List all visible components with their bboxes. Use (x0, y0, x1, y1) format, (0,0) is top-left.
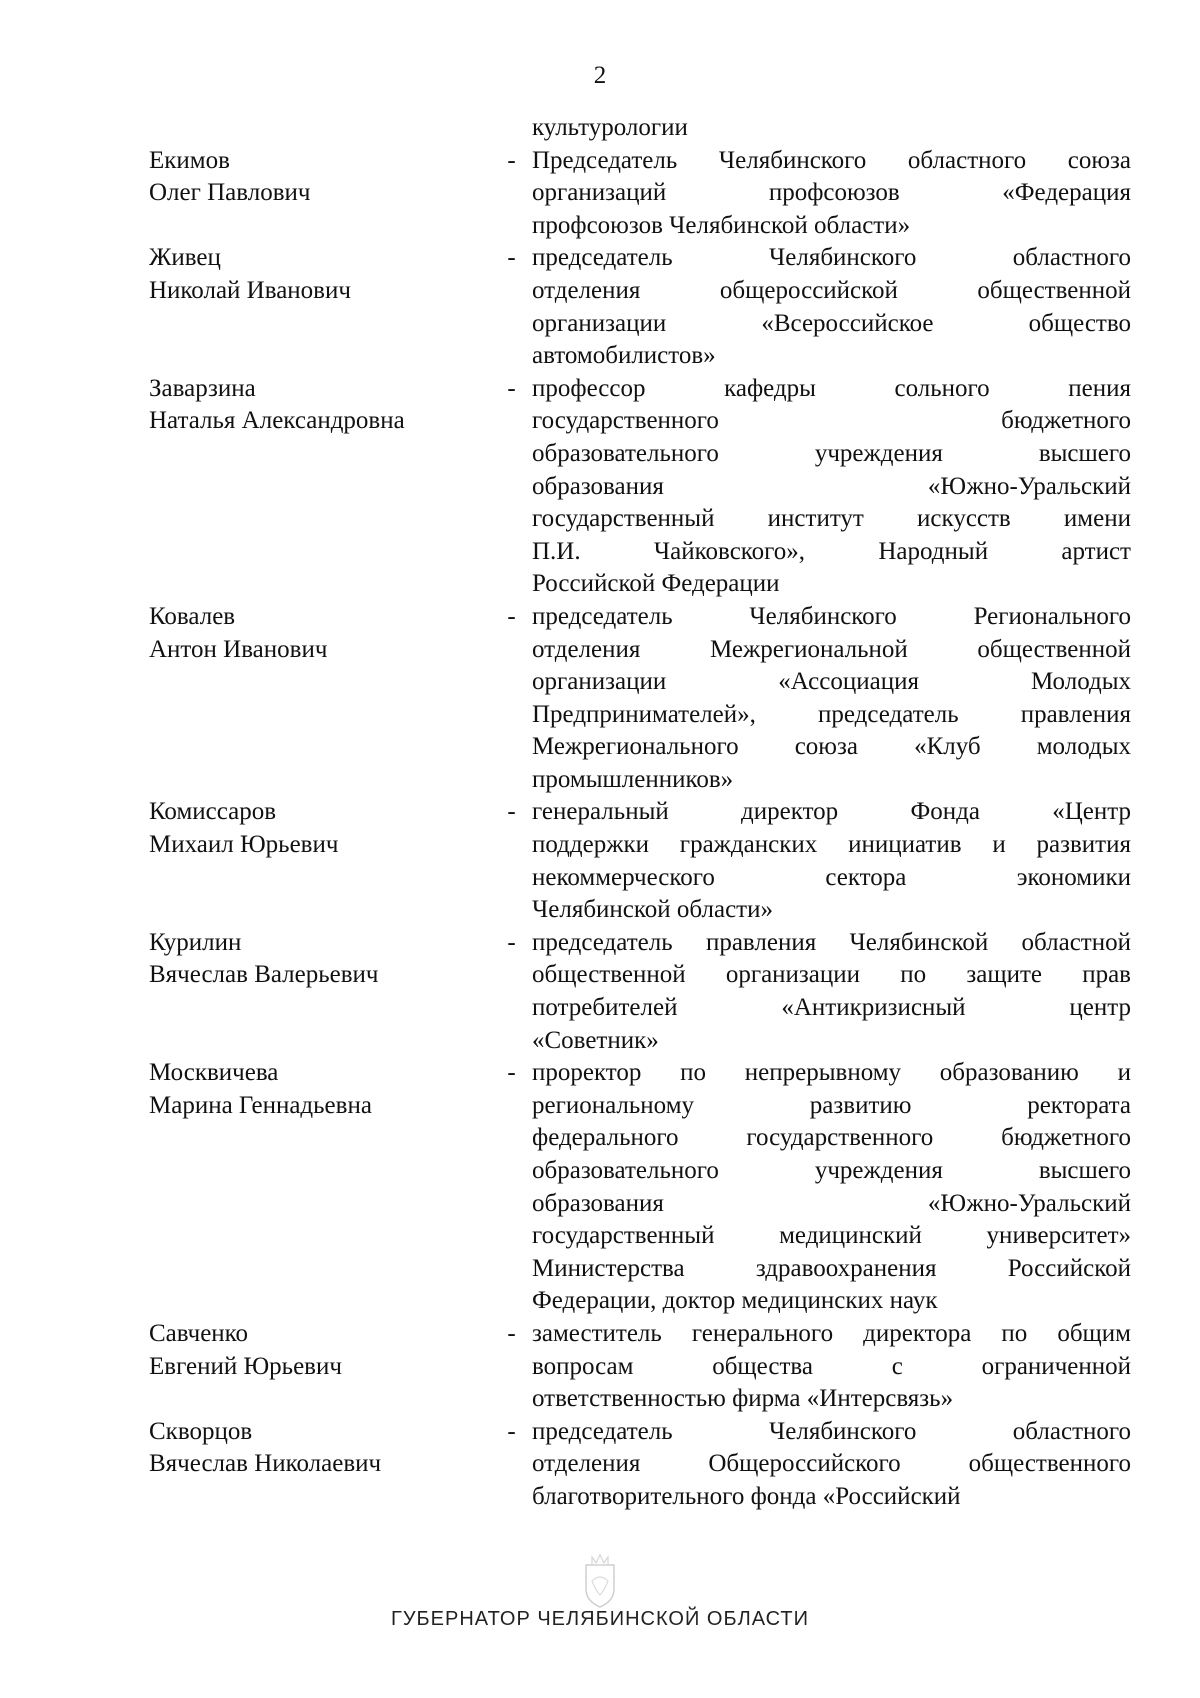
position-line: Федерации, доктор медицинских наук (532, 1287, 938, 1315)
member-given-names: Антон Иванович (149, 635, 328, 663)
entry-dash: - (507, 374, 516, 402)
position-line: П.И. Чайковского», Народный артист (532, 537, 1131, 565)
entry-dash: - (507, 928, 516, 956)
member-position (532, 242, 1131, 372)
position-line: председатель Челябинского Регионального (532, 602, 1131, 630)
position-line: председатель правления Челябинской областной (532, 928, 1131, 956)
position-line: общественной организации по защите прав (532, 961, 1131, 989)
member-position (532, 601, 1131, 797)
continuation-text: культурологии (532, 114, 688, 141)
position-line: председатель Челябинского областного (532, 1417, 1131, 1445)
position-line: образования «Южно-Уральский (532, 472, 1131, 500)
member-position (532, 927, 1131, 1057)
member-entry (149, 145, 1131, 243)
member-surname: Екимов (149, 146, 230, 174)
member-entry (149, 1057, 1131, 1318)
member-list (149, 112, 1131, 1514)
position-line: государственный медицинский университет» (532, 1222, 1131, 1250)
entry-dash: - (507, 1059, 516, 1087)
member-given-names: Наталья Александровна (149, 407, 405, 435)
position-line: Предпринимателей», председатель правления (532, 700, 1131, 728)
member-name (149, 927, 491, 992)
position-line: региональному развитию ректората (532, 1091, 1131, 1119)
position-line: Председатель Челябинского областного союза (532, 146, 1131, 174)
member-entry (149, 796, 1131, 926)
entry-dash: - (507, 602, 516, 630)
member-given-names: Михаил Юрьевич (149, 831, 339, 859)
position-line: генеральный директор Фонда «Центр (532, 798, 1131, 826)
position-line: Межрегионального союза «Клуб молодых (532, 733, 1131, 761)
member-position (532, 1057, 1131, 1318)
member-given-names: Вячеслав Николаевич (149, 1450, 382, 1478)
position-line: заместитель генерального директора по общим (532, 1319, 1131, 1347)
entry-dash: - (507, 798, 516, 826)
member-name (149, 601, 491, 666)
position-line: государственный институт искусств имени (532, 505, 1131, 533)
position-line: организации «Ассоциация Молодых (532, 668, 1131, 696)
member-given-names: Вячеслав Валерьевич (149, 961, 379, 989)
member-entry (149, 927, 1131, 1057)
position-line: федерального государственного бюджетного (532, 1124, 1131, 1152)
member-position (532, 796, 1131, 926)
member-surname: Заварзина (149, 374, 256, 402)
member-name (149, 1416, 491, 1481)
member-entry (149, 242, 1131, 372)
position-line: отделения Межрегиональной общественной (532, 635, 1131, 663)
member-entry (149, 1318, 1131, 1416)
member-given-names: Олег Павлович (149, 179, 311, 207)
entry-dash: - (507, 1319, 516, 1347)
member-entry (149, 1416, 1131, 1514)
position-line: образовательного учреждения высшего (532, 1157, 1131, 1184)
member-given-names: Евгений Юрьевич (149, 1352, 342, 1380)
member-position (532, 373, 1131, 601)
position-line: организации «Всероссийское общество (532, 309, 1131, 337)
member-surname: Комиссаров (149, 798, 277, 826)
footer-emblem (0, 1551, 1200, 1616)
position-line: Министерства здравоохранения Российской (532, 1254, 1131, 1282)
member-entry (149, 373, 1131, 601)
position-line: образования «Южно-Уральский (532, 1189, 1131, 1217)
coat-of-arms-icon (578, 1551, 622, 1611)
position-line: автомобилистов» (532, 342, 716, 370)
member-surname: Живец (149, 244, 221, 272)
position-line: вопросам общества с ограниченной (532, 1352, 1131, 1380)
member-position (532, 1318, 1131, 1416)
footer-title: ГУБЕРНАТОР ЧЕЛЯБИНСКОЙ ОБЛАСТИ (391, 1608, 809, 1630)
member-surname: Савченко (149, 1319, 249, 1347)
position-line: ответственностью фирма «Интерсвязь» (532, 1385, 954, 1413)
page-number: 2 (593, 62, 607, 89)
member-name (149, 242, 491, 307)
position-line: потребителей «Антикризисный центр (532, 994, 1131, 1022)
position-line: благотворительного фонда «Российский (532, 1482, 961, 1510)
member-surname: Ковалев (149, 602, 236, 630)
position-line: профессор кафедры сольного пения (532, 374, 1131, 402)
position-line: Челябинской области» (532, 896, 773, 924)
position-line: некоммерческого сектора экономики (532, 863, 1131, 891)
member-surname: Курилин (149, 928, 242, 956)
member-position (532, 1416, 1131, 1514)
entry-dash: - (507, 244, 516, 272)
member-given-names: Марина Геннадьевна (149, 1091, 372, 1119)
position-line: профсоюзов Челябинской области» (532, 211, 911, 239)
member-name (149, 1057, 491, 1122)
position-line: поддержки гражданских инициатив и развития (532, 831, 1131, 859)
member-name (149, 1318, 491, 1383)
member-name (149, 145, 491, 210)
position-line: проректор по непрерывному образованию и (532, 1059, 1131, 1087)
member-given-names: Николай Иванович (149, 276, 351, 304)
position-line: отделения Общероссийского общественного (532, 1450, 1131, 1478)
position-line: отделения общероссийской общественной (532, 276, 1131, 304)
member-position (532, 145, 1131, 243)
member-surname: Скворцов (149, 1417, 253, 1445)
position-line: государственного бюджетного (532, 407, 1131, 435)
entry-dash: - (507, 146, 516, 174)
member-entry (149, 601, 1131, 797)
position-line: председатель Челябинского областного (532, 244, 1131, 272)
member-name (149, 373, 491, 438)
position-line: образовательного учреждения высшего (532, 439, 1131, 467)
position-line: организаций профсоюзов «Федерация (532, 179, 1131, 207)
position-line: промышленников» (532, 765, 734, 793)
position-line: Российской Федерации (532, 570, 780, 598)
position-line: «Советник» (532, 1026, 659, 1054)
continuation-row (149, 112, 1131, 145)
entry-dash: - (507, 1417, 516, 1445)
member-name (149, 796, 491, 861)
member-surname: Москвичева (149, 1059, 279, 1087)
